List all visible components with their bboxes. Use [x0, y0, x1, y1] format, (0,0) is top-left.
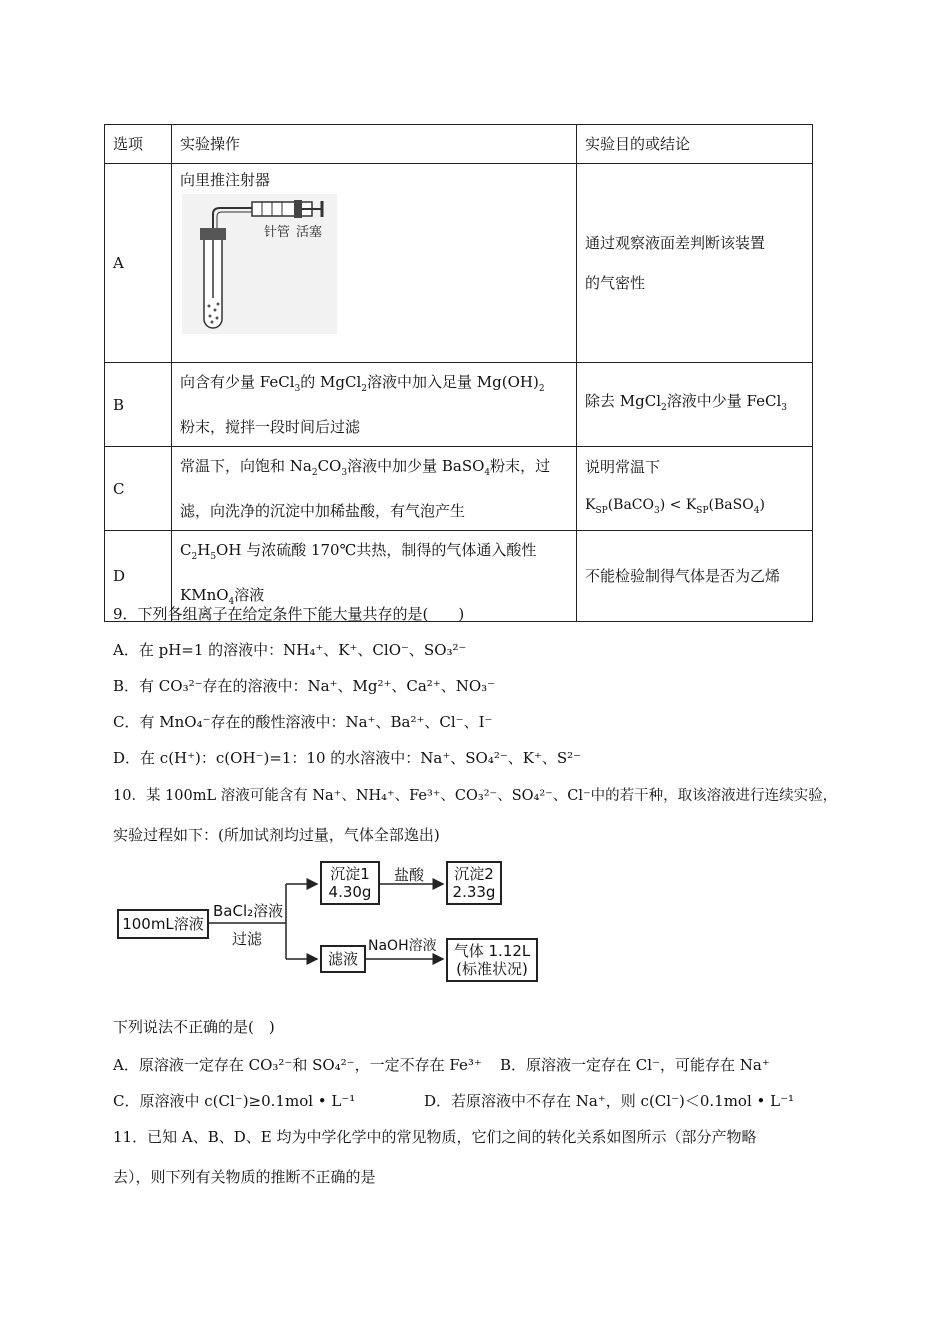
precip1-mass: 4.30g: [328, 883, 372, 901]
operation-b-text-b: 的 MgCl: [300, 373, 362, 391]
gas-line1: 气体 1.12L: [453, 942, 531, 960]
gas-line2: (标准状况): [456, 960, 528, 978]
flow-step1: 过滤: [232, 930, 263, 948]
q10-option-c: C．原溶液中 c(Cl⁻)≥0.1mol • L⁻¹: [113, 1092, 356, 1110]
table-row: [105, 363, 813, 447]
conclusion-b-text-b: 溶液中少量 FeCl: [666, 392, 782, 410]
operation-b-text-a: 向含有少量 FeCl: [180, 373, 295, 391]
q11-line1: 11．已知 A、B、D、E 均为中学化学中的常见物质，它们之间的转化关系如图所示（部分产物略: [113, 1128, 757, 1146]
experiment-table: [104, 124, 813, 622]
operation-d-line2b: 溶液: [234, 586, 265, 604]
operation-b-text-c: 溶液中加入足量 Mg(OH): [367, 373, 539, 391]
flow-reagent2: 盐酸: [394, 866, 425, 884]
q10-option-b: B．原溶液一定存在 Cl⁻，可能存在 Na⁺: [500, 1056, 770, 1074]
ksp-mid1: (BaCO: [607, 496, 654, 513]
syringe-apparatus-figure: [182, 194, 337, 334]
conclusion-b: 除去 MgCl$_2$溶液中少量 FeCl$_3$: [577, 363, 813, 447]
q9-option-c: C．有 MnO₄⁻存在的酸性溶液中：Na⁺、Ba²⁺、Cl⁻、I⁻: [113, 713, 493, 731]
flow-filtrate-box: [320, 945, 366, 973]
conclusion-a: [577, 164, 813, 363]
filtrate-label: 滤液: [327, 950, 358, 968]
operation-d-text-c: OH 与浓硫酸 170℃共热，制得的气体通入酸性: [216, 541, 537, 559]
option-c: C: [105, 447, 172, 531]
flow-start-label: 100mL溶液: [122, 915, 204, 933]
plunger-label: 活塞: [296, 225, 323, 240]
flow-start-box: [117, 909, 209, 939]
flow-reagent1: BaCl₂溶液: [213, 902, 284, 920]
q9-stem: 9．下列各组离子在给定条件下能大量共存的是( ): [113, 605, 465, 623]
conclusion-d: 不能检验制得气体是否为乙烯: [577, 531, 813, 622]
q10-question: 下列说法不正确的是( ): [113, 1018, 275, 1036]
operation-c-text-a: 常温下，向饱和 Na: [180, 457, 312, 475]
q10-option-d: D．若原溶液中不存在 Na⁺，则 c(Cl⁻)＜0.1mol • L⁻¹: [424, 1092, 795, 1110]
operation-b-line2: 粉末，搅拌一段时间后过滤: [180, 418, 361, 436]
q10-stem-line1: 10．某 100mL 溶液可能含有 Na⁺、NH₄⁺、Fe³⁺、CO₃²⁻、SO₄²⁻、Cl⁻中的若干种，取该溶液进行连续实验，: [113, 788, 838, 804]
flow-reagent3: NaOH溶液: [368, 938, 437, 954]
header-conclusion: 实验目的或结论: [577, 125, 813, 164]
precip2-name: 沉淀2: [454, 865, 494, 883]
option-d: D: [105, 531, 172, 622]
operation-c-text-b: CO: [317, 457, 342, 475]
ksp-k1: K: [585, 496, 596, 513]
option-a: A: [105, 164, 172, 363]
operation-b: 向含有少量 FeCl$_3$的 MgCl$_2$溶液中加入足量 $Mg(OH)_2$ 粉末，搅拌一段时间后过滤: [172, 363, 577, 447]
q9-option-a: A．在 pH=1 的溶液中：NH₄⁺、K⁺、ClO⁻、SO₃²⁻: [113, 641, 467, 659]
operation-d-line2a: KMnO: [180, 586, 229, 604]
operation-c-text-d: 粉末，过: [490, 457, 551, 475]
conclusion-a-line2: 的气密性: [585, 274, 646, 292]
q9-option-b: B．有 CO₃²⁻存在的溶液中：Na⁺、Mg²⁺、Ca²⁺、NO₃⁻: [113, 677, 496, 695]
operation-d-text-b: H: [197, 541, 211, 559]
operation-c-line2: 滤，向洗净的沉淀中加稀盐酸，有气泡产生: [180, 502, 466, 520]
precip1-name: 沉淀1: [330, 865, 370, 883]
conclusion-c-line1: 说明常温下: [585, 457, 661, 476]
operation-a: [172, 164, 577, 363]
conclusion-c: 说明常温下 $K_{SP}(BaCO_3)$ < $K_{SP}(BaSO_4)$: [577, 447, 813, 531]
conclusion-b-text-a: 除去 MgCl: [585, 392, 662, 410]
operation-a-text: 向里推注射器: [180, 171, 271, 189]
q10-stem-line2: 实验过程如下：(所加试剂均过量，气体全部逸出): [113, 826, 440, 844]
flow-gas-box: [446, 938, 538, 982]
q10-option-a: A．原溶液一定存在 CO₃²⁻和 SO₄²⁻，一定不存在 Fe³⁺: [113, 1056, 482, 1074]
operation-d-text-a: C: [180, 541, 192, 559]
q11-line2: 去），则下列有关物质的推断不正确的是: [113, 1168, 376, 1186]
header-option: 选项: [105, 125, 172, 164]
conclusion-a-line1: 通过观察液面差判断该装置: [585, 234, 766, 252]
option-b: B: [105, 363, 172, 447]
table-row: [105, 447, 813, 531]
operation-d: $C_2H_5OH$ 与浓硫酸 170℃共热，制得的气体通入酸性 KMnO$_4$溶液: [172, 531, 577, 622]
q9-option-d: D．在 c(H⁺)：c(OH⁻)=1：10 的水溶液中：Na⁺、SO₄²⁻、K⁺、S²⁻: [113, 749, 582, 767]
precip2-mass: 2.33g: [452, 883, 496, 901]
ksp-sub2: SP: [696, 505, 709, 516]
flow-precip1-box: [320, 861, 380, 905]
ksp-end: ): [759, 496, 765, 513]
ksp-mid2: ) < K: [659, 496, 697, 513]
header-operation: 实验操作: [172, 125, 577, 164]
operation-c-text-c: 溶液中加少量 BaSO: [347, 457, 485, 475]
table-row: [105, 164, 813, 363]
ksp-mid3: (BaSO: [708, 496, 754, 513]
operation-c: 常温下，向饱和 $Na_2CO_3$溶液中加少量 BaSO$_4$粉末，过 滤，向洗净的沉淀中加稀盐酸，有气泡产生: [172, 447, 577, 531]
flow-precip2-box: [446, 861, 502, 905]
ksp-sub1: SP: [595, 505, 608, 516]
needle-label: 针管: [264, 225, 291, 240]
